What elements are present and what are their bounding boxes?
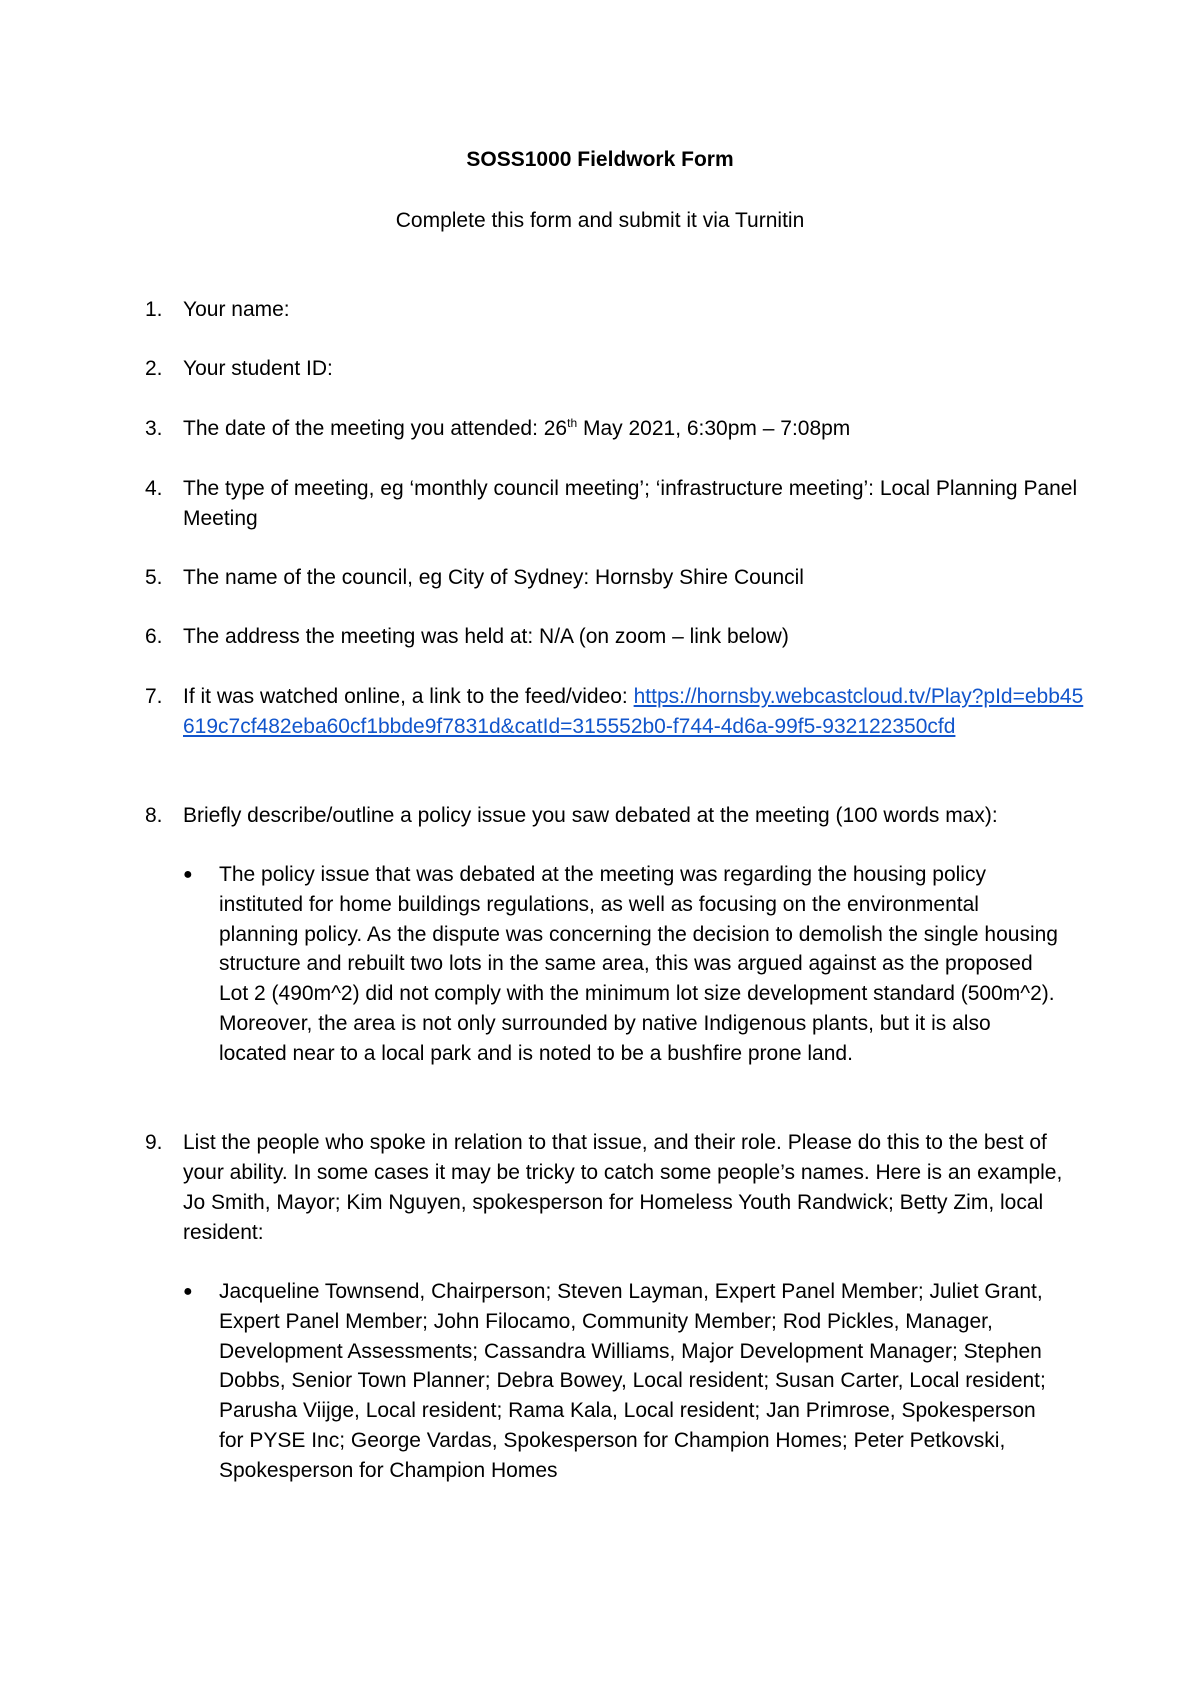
- speakers-answer: [183, 1277, 1063, 1486]
- policy-issue-text: The policy issue that was debated at the meeting was regarding the housing policy instituted for home buildings regulations, as well as focusing on the environmental planning policy. As the dispute was concerning the decision to demolish the single housing structure and rebuilt two lots in the same area, this was argued against as the proposed Lot 2 (490m^2) did not comply with the minimum lot size development standard (500m^2). Moreover, the area is not only surrounded by native Indigenous plants, but it is also located near to a local park and is noted to be a bushfire prone land.: [219, 863, 1058, 1065]
- form-title: SOSS1000 Fieldwork Form: [466, 148, 734, 171]
- question-text: [183, 414, 1085, 444]
- question-number: 3.: [145, 417, 163, 440]
- question-text: List the people who spoke in relation to that issue, and their role. Please do this to the best of your ability. In some cases it may be tricky to catch some people’s names. Here is an example, Jo Smith, Mayor; Kim Nguyen, spokesperson for Homeless Youth Randwick; Betty Zim, local resident:: [183, 1131, 1063, 1244]
- bullet-icon: ●: [183, 866, 193, 883]
- date-ordinal-suffix: th: [567, 416, 578, 430]
- video-feed-link[interactable]: https://hornsby.webcastcloud.tv/Play?pId=ebb45619c7cf482eba60cf1bbde9f7831d&catId=315552b0-f744-4d6a-99f5-932122350cfd: [183, 685, 1084, 738]
- question-7: [145, 682, 1085, 742]
- date-text-before: The date of the meeting you attended: 26: [183, 417, 568, 440]
- question-text: Briefly describe/outline a policy issue you saw debated at the meeting (100 words max):: [183, 804, 998, 827]
- question-number: 5.: [145, 566, 163, 589]
- speakers-text: Jacqueline Townsend, Chairperson; Steven Layman, Expert Panel Member; Juliet Grant, Expert Panel Member; John Filocamo, Community Member; Rod Pickles, Manager, Development Assessments; Cassandra Williams, Major Development Manager; Stephen Dobbs, Senior Town Planner; Debra Bowey, Local resident; Susan Carter, Local resident; Parusha Viijge, Local resident; Rama Kala, Local resident; Jan Primrose, Spokesperson for PYSE Inc; George Vardas, Spokesperson for Champion Homes; Peter Petkovski, Spokesperson for Champion Homes: [219, 1280, 1046, 1482]
- policy-issue-answer: [183, 860, 1063, 1069]
- question-text: Your name:: [183, 298, 290, 321]
- question-number: 4.: [145, 477, 163, 500]
- question-text: The address the meeting was held at: N/A (on zoom – link below): [183, 625, 789, 648]
- bullet-icon: ●: [183, 1283, 193, 1300]
- question-6: [145, 622, 1085, 652]
- form-subtitle: Complete this form and submit it via Turnitin: [395, 209, 805, 232]
- question-number: 2.: [145, 357, 163, 380]
- question-text: The type of meeting, eg ‘monthly council meeting’; ‘infrastructure meeting’: Local Planning Panel Meeting: [183, 477, 1078, 530]
- question-8: [145, 801, 1085, 831]
- question-4: [145, 474, 1085, 534]
- question-text: Your student ID:: [183, 357, 333, 380]
- question-2: [145, 354, 1085, 384]
- date-text-after: May 2021, 6:30pm – 7:08pm: [577, 417, 851, 440]
- question-text: The name of the council, eg City of Sydney: Hornsby Shire Council: [183, 566, 804, 589]
- question-number: 9.: [145, 1131, 163, 1154]
- question-3: [145, 414, 1085, 444]
- question-text: [183, 682, 1085, 742]
- question-5: [145, 563, 1085, 593]
- question-text-prefix: If it was watched online, a link to the feed/video:: [183, 685, 634, 708]
- question-number: 1.: [145, 298, 163, 321]
- question-number: 7.: [145, 685, 163, 708]
- question-1: [145, 295, 1085, 325]
- question-number: 6.: [145, 625, 163, 648]
- question-number: 8.: [145, 804, 163, 827]
- question-9: [145, 1128, 1085, 1248]
